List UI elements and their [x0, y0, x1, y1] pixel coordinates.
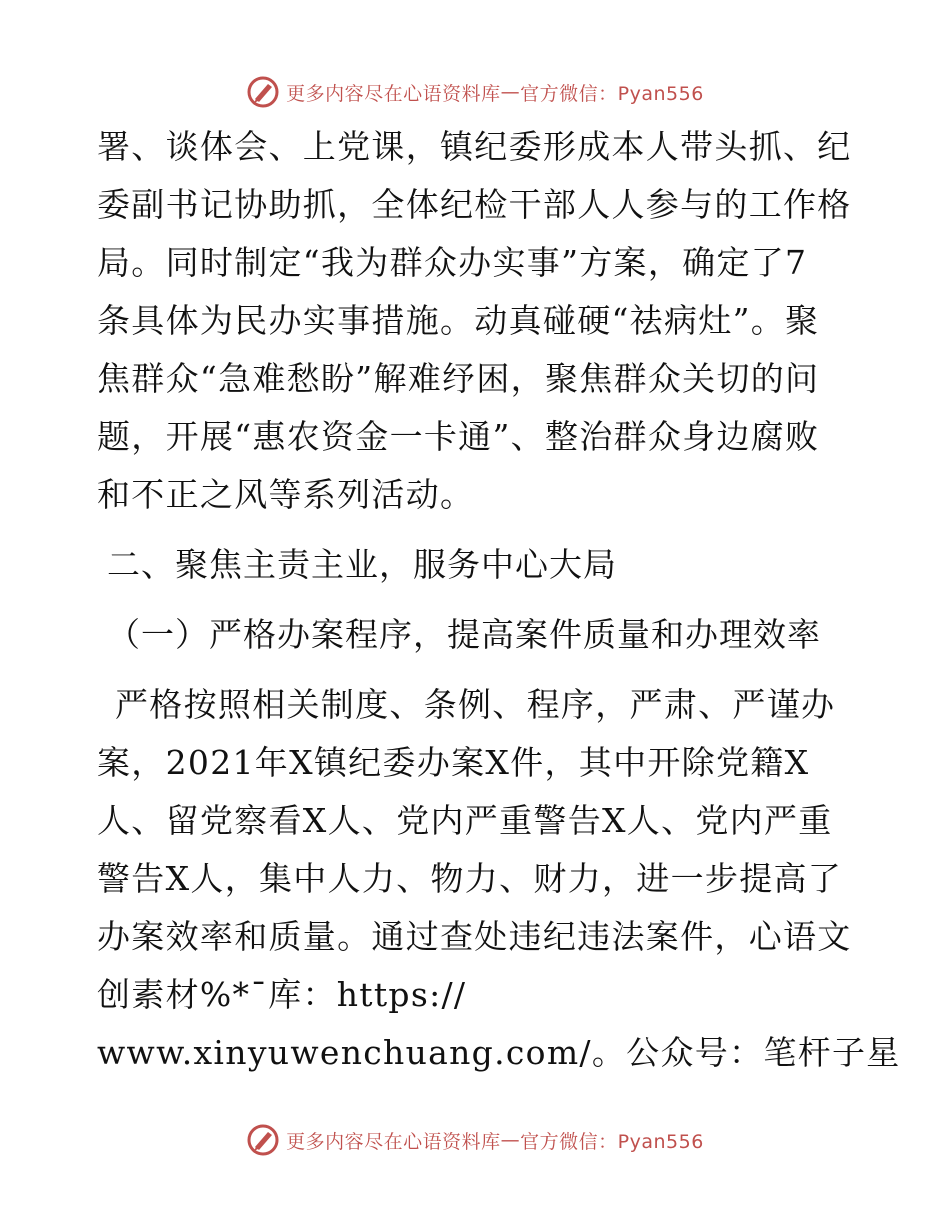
text-line: www.xinyuwenchuang.com/。公众号：笔杆子星	[97, 1033, 901, 1072]
paragraph-2	[97, 676, 901, 1082]
footer-banner	[0, 1120, 950, 1160]
banner-wechat: 官方微信：Pyan556	[520, 82, 704, 105]
text-line: 局。同时制定“我为群众办实事”方案，确定了7	[97, 243, 808, 282]
banner-text: 更多内容尽在心语资料库	[286, 82, 501, 105]
section-heading: 二、聚焦主责主业，服务中心大局	[107, 545, 617, 584]
banner-dash: —	[500, 1129, 521, 1151]
text-line: 办案效率和质量。通过查处违纪违法案件，心语文	[97, 917, 852, 956]
text-line: 和不正之风等系列活动。	[97, 475, 475, 514]
text-line: 创素材%*¯库：https://	[97, 975, 467, 1014]
text-line: 委副书记协助抓，全体纪检干部人人参与的工作格	[97, 185, 852, 224]
text-line: 严格按照相关制度、条例、程序，严肃、严谨办	[115, 685, 836, 724]
text-line: 题，开展“惠农资金一卡通”、整治群众身边腐败	[97, 417, 820, 456]
subsection-heading: （一）严格办案程序，提高案件质量和办理效率	[107, 615, 821, 654]
pen-logo-icon	[246, 1123, 280, 1157]
text-line: 警告X人，集中人力、物力、财力，进一步提高了	[97, 859, 843, 898]
banner-dash: —	[500, 81, 521, 103]
text-line: 案，2021年X镇纪委办案X件，其中开除党籍X	[97, 743, 810, 782]
text-line: 人、留党察看X人、党内严重警告X人、党内严重	[97, 801, 833, 840]
pen-logo-icon	[246, 75, 280, 109]
text-line: 焦群众“急难愁盼”解难纾困，聚焦群众关切的问	[97, 359, 820, 398]
banner-text: 更多内容尽在心语资料库	[286, 1130, 501, 1153]
header-banner	[0, 72, 950, 112]
banner-wechat: 官方微信：Pyan556	[520, 1130, 704, 1153]
paragraph-1	[97, 118, 867, 524]
text-line: 条具体为民办实事措施。动真碰硬“祛病灶”。聚	[97, 301, 820, 340]
document-body	[97, 118, 901, 1082]
text-line: 署、谈体会、上党课，镇纪委形成本人带头抓、纪	[97, 127, 852, 166]
